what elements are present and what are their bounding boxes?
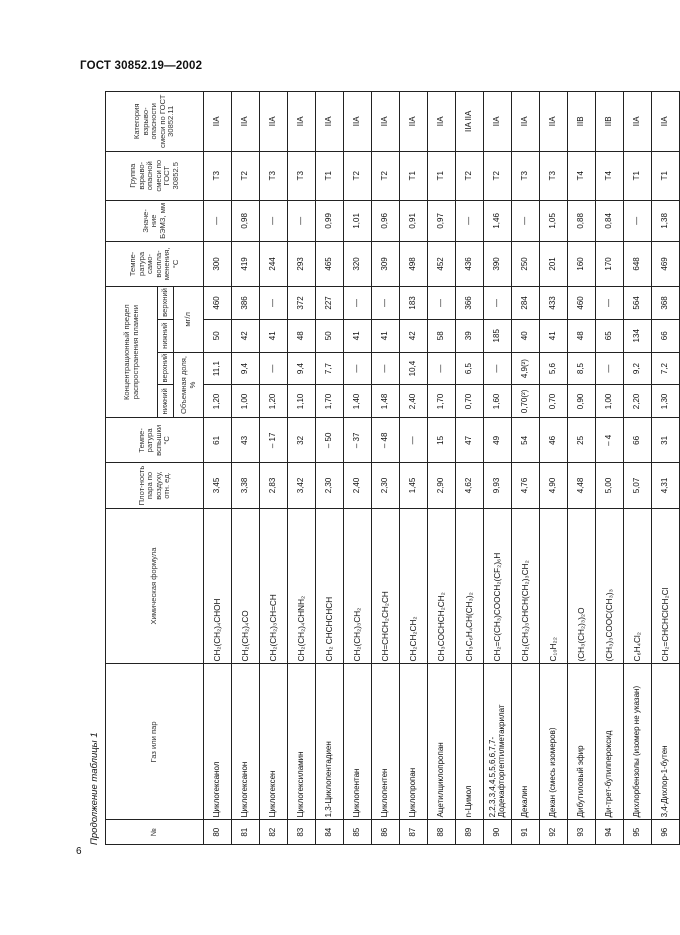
row-bemz-cell: 1,05	[540, 200, 568, 241]
row-category-cell: IIA	[288, 92, 316, 152]
row-autoign-cell: 201	[540, 241, 568, 286]
table-row	[652, 92, 680, 845]
row-category-cell: IIB	[568, 92, 596, 152]
row-vol-lower-cell: 0,90	[568, 385, 596, 418]
row-vol-upper-cell: —	[428, 352, 456, 385]
header-name: Газ или пар	[106, 664, 204, 820]
row-vol-lower-cell: 1,10	[288, 385, 316, 418]
row-formula-cell: CH₃C₆H₄CH(CH₃)₂	[456, 508, 484, 664]
table-row	[512, 92, 540, 845]
page-number: 6	[76, 846, 82, 857]
row-category-cell: IIA	[372, 92, 400, 152]
row-formula-cell: CH₂CH₂CH₂	[400, 508, 428, 664]
row-name-cell: 3,4-Дихлор-1-бутен	[652, 664, 680, 820]
row-formula-cell: C₆H₄Cl₂	[624, 508, 652, 664]
row-vol-lower-cell: 2,20	[624, 385, 652, 418]
row-tgroup-cell: Т1	[624, 151, 652, 200]
row-name-cell: Ацетилциклопропан	[428, 664, 456, 820]
row-vol-upper-cell: 11,1	[204, 352, 232, 385]
row-autoign-cell: 390	[484, 241, 512, 286]
row-category-cell: IIA	[316, 92, 344, 152]
row-vol-lower-cell: 1,20	[260, 385, 288, 418]
row-density-cell: 3,45	[204, 463, 232, 508]
header-autoign: Темпе-ратура само-воспла-менения, °С	[106, 241, 204, 286]
table-row	[484, 92, 512, 845]
row-mass-lower-cell: 50	[316, 319, 344, 352]
row-autoign-cell: 419	[232, 241, 260, 286]
row-vol-upper-cell: 9,4	[232, 352, 260, 385]
row-tgroup-cell: Т1	[428, 151, 456, 200]
header-vol-lower: нижний	[158, 385, 174, 418]
table-row	[344, 92, 372, 845]
row-bemz-cell: 0,91	[400, 200, 428, 241]
row-category-cell: IIA	[540, 92, 568, 152]
row-formula-cell: (CH₃)₃COOC(CH₃)₃	[596, 508, 624, 664]
row-category-cell: IIA	[260, 92, 288, 152]
row-tgroup-cell: Т2	[372, 151, 400, 200]
row-vol-upper-cell: —	[484, 352, 512, 385]
table-row	[596, 92, 624, 845]
row-formula-cell: (CH₃(CH₂)₃)₂O	[568, 508, 596, 664]
row-vol-lower-cell: 1,70	[316, 385, 344, 418]
row-vol-lower-cell: 1,48	[372, 385, 400, 418]
row-mass-upper-cell: 460	[204, 287, 232, 320]
row-bemz-cell: —	[512, 200, 540, 241]
row-category-cell: IIA	[624, 92, 652, 152]
row-name-cell: n-Цимол	[456, 664, 484, 820]
row-vol-lower-cell: 1,70	[428, 385, 456, 418]
row-autoign-cell: 436	[456, 241, 484, 286]
table-row	[400, 92, 428, 845]
row-mass-upper-cell: —	[428, 287, 456, 320]
row-density-cell: 2,90	[428, 463, 456, 508]
row-tgroup-cell: Т2	[232, 151, 260, 200]
row-num-cell: 92	[540, 820, 568, 845]
row-name-cell: Декалин	[512, 664, 540, 820]
row-autoign-cell: 300	[204, 241, 232, 286]
header-tgroup: Группа взрыво-опасной смеси по ГОСТ 30852.5	[106, 151, 204, 200]
row-bemz-cell: 0,97	[428, 200, 456, 241]
row-autoign-cell: 469	[652, 241, 680, 286]
row-name-cell: Циклопропан	[400, 664, 428, 820]
row-bemz-cell: —	[456, 200, 484, 241]
table-row	[288, 92, 316, 845]
row-mass-upper-cell: 366	[456, 287, 484, 320]
row-tgroup-cell: Т2	[484, 151, 512, 200]
row-autoign-cell: 452	[428, 241, 456, 286]
table-header	[106, 92, 204, 845]
table-row	[316, 92, 344, 845]
row-density-cell: 3,42	[288, 463, 316, 508]
table-continuation-caption: Продолжение таблицы 1	[89, 732, 100, 845]
header-mass-upper: верхний	[158, 287, 174, 320]
row-bemz-cell: 0,99	[316, 200, 344, 241]
row-density-cell: 9,93	[484, 463, 512, 508]
row-bemz-cell: 0,98	[232, 200, 260, 241]
row-density-cell: 1,45	[400, 463, 428, 508]
row-category-cell: IIA	[484, 92, 512, 152]
row-num-cell: 89	[456, 820, 484, 845]
row-num-cell: 85	[344, 820, 372, 845]
row-mass-lower-cell: 58	[428, 319, 456, 352]
row-vol-upper-cell: 8,5	[568, 352, 596, 385]
row-formula-cell: CH₂(CH₂)₄CO	[232, 508, 260, 664]
row-tgroup-cell: Т3	[204, 151, 232, 200]
row-vol-upper-cell: 5,6	[540, 352, 568, 385]
row-mass-upper-cell: 284	[512, 287, 540, 320]
row-density-cell: 5,07	[624, 463, 652, 508]
row-name-cell: 1,3-Циклопентадиен	[316, 664, 344, 820]
row-density-cell: 4,76	[512, 463, 540, 508]
row-vol-upper-cell: —	[596, 352, 624, 385]
row-num-cell: 83	[288, 820, 316, 845]
row-mass-lower-cell: 42	[400, 319, 428, 352]
row-autoign-cell: 648	[624, 241, 652, 286]
row-vol-upper-cell: 10,4	[400, 352, 428, 385]
row-flash-cell: 31	[652, 418, 680, 463]
row-name-cell: Циклогексанол	[204, 664, 232, 820]
row-name-cell: Циклогексиламин	[288, 664, 316, 820]
row-formula-cell: C₁₀H₂₂	[540, 508, 568, 664]
row-bemz-cell: —	[624, 200, 652, 241]
row-autoign-cell: 465	[316, 241, 344, 286]
table-row	[624, 92, 652, 845]
row-mass-lower-cell: 50	[204, 319, 232, 352]
table-row	[540, 92, 568, 845]
table-row	[456, 92, 484, 845]
row-tgroup-cell: Т4	[568, 151, 596, 200]
row-mass-upper-cell: 386	[232, 287, 260, 320]
row-autoign-cell: 170	[596, 241, 624, 286]
row-name-cell: Циклопентен	[372, 664, 400, 820]
row-density-cell: 2,83	[260, 463, 288, 508]
row-category-cell: IIA	[232, 92, 260, 152]
row-num-cell: 81	[232, 820, 260, 845]
row-flash-cell: 15	[428, 418, 456, 463]
gas-properties-table	[105, 91, 680, 845]
row-name-cell: Дихлорбензолы (изомер не указан)	[624, 664, 652, 820]
row-flash-cell: – 4	[596, 418, 624, 463]
row-mass-upper-cell: —	[260, 287, 288, 320]
row-mass-upper-cell: 372	[288, 287, 316, 320]
row-flash-cell: 46	[540, 418, 568, 463]
row-mass-upper-cell: —	[372, 287, 400, 320]
row-mass-lower-cell: 42	[232, 319, 260, 352]
row-autoign-cell: 309	[372, 241, 400, 286]
row-mass-lower-cell: 39	[456, 319, 484, 352]
row-vol-lower-cell: 0,70(²)	[512, 385, 540, 418]
row-mass-lower-cell: 41	[372, 319, 400, 352]
row-vol-upper-cell: 7,7	[316, 352, 344, 385]
row-category-cell: IIA	[428, 92, 456, 152]
row-tgroup-cell: Т3	[288, 151, 316, 200]
row-density-cell: 3,38	[232, 463, 260, 508]
row-num-cell: 94	[596, 820, 624, 845]
row-vol-upper-cell: 7,2	[652, 352, 680, 385]
header-density: Плот-ность пара по воздуху, отн. ед.	[106, 463, 204, 508]
row-formula-cell: CH₂(CH₂)₄CHOH	[204, 508, 232, 664]
table-row	[428, 92, 456, 845]
row-vol-lower-cell: 1,30	[652, 385, 680, 418]
row-autoign-cell: 320	[344, 241, 372, 286]
row-mass-upper-cell: 227	[316, 287, 344, 320]
row-name-cell: Декан (смесь изомеров)	[540, 664, 568, 820]
row-density-cell: 4,31	[652, 463, 680, 508]
row-bemz-cell: —	[260, 200, 288, 241]
row-vol-lower-cell: 0,70	[540, 385, 568, 418]
row-vol-upper-cell: —	[260, 352, 288, 385]
row-formula-cell: CH₂(CH₂)₃CHCH(CH₂)₃CH₂	[512, 508, 540, 664]
header-mass-lower: нижний	[158, 319, 174, 352]
row-vol-upper-cell: 4,9(²)	[512, 352, 540, 385]
row-flash-cell: 32	[288, 418, 316, 463]
row-flash-cell: – 17	[260, 418, 288, 463]
row-tgroup-cell: Т1	[316, 151, 344, 200]
row-num-cell: 86	[372, 820, 400, 845]
row-formula-cell: CH₂=C(CH₃)COOCH₂(CF₂)₆H	[484, 508, 512, 664]
row-mass-lower-cell: 48	[288, 319, 316, 352]
row-formula-cell: CH₂(CH₂)₃CH=CH	[260, 508, 288, 664]
row-mass-upper-cell: 460	[568, 287, 596, 320]
row-num-cell: 90	[484, 820, 512, 845]
row-bemz-cell: 0,88	[568, 200, 596, 241]
row-tgroup-cell: Т3	[260, 151, 288, 200]
row-flash-cell: 49	[484, 418, 512, 463]
header-mass-units: мг/л	[174, 287, 204, 353]
row-num-cell: 87	[400, 820, 428, 845]
row-tgroup-cell: Т1	[652, 151, 680, 200]
row-name-cell: Циклогексанон	[232, 664, 260, 820]
row-bemz-cell: 0,96	[372, 200, 400, 241]
row-vol-lower-cell: 2,40	[400, 385, 428, 418]
row-vol-upper-cell: 9,2	[624, 352, 652, 385]
row-formula-cell: CH₂(CH₂)₃CH₂	[344, 508, 372, 664]
row-flash-cell: 25	[568, 418, 596, 463]
row-autoign-cell: 498	[400, 241, 428, 286]
row-mass-lower-cell: 185	[484, 319, 512, 352]
row-vol-lower-cell: 1,00	[232, 385, 260, 418]
row-tgroup-cell: Т2	[344, 151, 372, 200]
row-vol-lower-cell: 1,00	[596, 385, 624, 418]
row-mass-lower-cell: 40	[512, 319, 540, 352]
row-category-cell: IIA	[344, 92, 372, 152]
row-density-cell: 2,30	[372, 463, 400, 508]
row-flash-cell: – 48	[372, 418, 400, 463]
row-density-cell: 2,40	[344, 463, 372, 508]
row-tgroup-cell: Т4	[596, 151, 624, 200]
row-category-cell: IIA	[512, 92, 540, 152]
row-mass-lower-cell: 134	[624, 319, 652, 352]
row-mass-lower-cell: 41	[344, 319, 372, 352]
row-tgroup-cell: Т2	[456, 151, 484, 200]
header-num: №	[106, 820, 204, 845]
row-flash-cell: – 50	[316, 418, 344, 463]
row-formula-cell: CH₂ CHCHCHCH	[316, 508, 344, 664]
row-num-cell: 84	[316, 820, 344, 845]
table-row	[232, 92, 260, 845]
header-bemz: Значе-ние БЭМЗ, мм	[106, 200, 204, 241]
header-flash: Темпе-ратура вспышки °С	[106, 418, 204, 463]
row-num-cell: 93	[568, 820, 596, 845]
row-category-cell: IIA	[204, 92, 232, 152]
row-flash-cell: 47	[456, 418, 484, 463]
row-vol-upper-cell: —	[372, 352, 400, 385]
row-formula-cell: CH₂(CH₂)₄CHNH₂	[288, 508, 316, 664]
row-name-cell: 2,2,3,3,4,4,5,5,6,6,7,7-Додекафторгептилметакрилат	[484, 664, 512, 820]
row-bemz-cell: 1,01	[344, 200, 372, 241]
table-row	[260, 92, 288, 845]
row-category-cell: IIB	[596, 92, 624, 152]
row-num-cell: 80	[204, 820, 232, 845]
header-concentration: Концентрационный предел распространения пламени	[106, 287, 158, 418]
row-vol-lower-cell: 1,40	[344, 385, 372, 418]
row-mass-lower-cell: 65	[596, 319, 624, 352]
page-title: ГОСТ 30852.19—2002	[80, 60, 203, 72]
row-flash-cell: 61	[204, 418, 232, 463]
row-vol-lower-cell: 1,60	[484, 385, 512, 418]
row-flash-cell: 66	[624, 418, 652, 463]
row-density-cell: 4,48	[568, 463, 596, 508]
row-mass-upper-cell: —	[596, 287, 624, 320]
row-density-cell: 4,90	[540, 463, 568, 508]
row-formula-cell: CH₃COCHCH₂CH₂	[428, 508, 456, 664]
row-mass-upper-cell: 368	[652, 287, 680, 320]
row-mass-lower-cell: 48	[568, 319, 596, 352]
row-vol-lower-cell: 1,20	[204, 385, 232, 418]
row-vol-upper-cell: 9,4	[288, 352, 316, 385]
row-formula-cell: CH₂=CHCHClCH₂Cl	[652, 508, 680, 664]
row-mass-upper-cell: —	[344, 287, 372, 320]
rotated-table-block	[89, 91, 670, 845]
row-bemz-cell: 1,38	[652, 200, 680, 241]
row-bemz-cell: 0,84	[596, 200, 624, 241]
row-num-cell: 95	[624, 820, 652, 845]
row-name-cell: Дибутиловый эфир	[568, 664, 596, 820]
row-mass-upper-cell: 183	[400, 287, 428, 320]
row-bemz-cell: —	[204, 200, 232, 241]
header-vol-units: Объемная доля, %	[174, 352, 204, 418]
table-row	[204, 92, 232, 845]
row-density-cell: 4,62	[456, 463, 484, 508]
row-tgroup-cell: Т3	[512, 151, 540, 200]
row-num-cell: 82	[260, 820, 288, 845]
row-mass-upper-cell: 433	[540, 287, 568, 320]
row-category-cell: IIA IIA	[456, 92, 484, 152]
row-num-cell: 91	[512, 820, 540, 845]
table-body	[204, 92, 680, 845]
row-autoign-cell: 293	[288, 241, 316, 286]
row-name-cell: Циклогексен	[260, 664, 288, 820]
row-flash-cell: – 37	[344, 418, 372, 463]
row-num-cell: 88	[428, 820, 456, 845]
row-bemz-cell: —	[288, 200, 316, 241]
row-category-cell: IIA	[652, 92, 680, 152]
row-bemz-cell: 1,46	[484, 200, 512, 241]
header-vol-upper: верхний	[158, 352, 174, 385]
row-autoign-cell: 250	[512, 241, 540, 286]
row-density-cell: 2,30	[316, 463, 344, 508]
row-name-cell: Циклопентан	[344, 664, 372, 820]
row-mass-lower-cell: 41	[260, 319, 288, 352]
row-flash-cell: 43	[232, 418, 260, 463]
row-mass-upper-cell: 564	[624, 287, 652, 320]
row-tgroup-cell: Т3	[540, 151, 568, 200]
row-name-cell: Ди-трет-бутилпероксид	[596, 664, 624, 820]
row-mass-upper-cell: —	[484, 287, 512, 320]
row-tgroup-cell: Т1	[400, 151, 428, 200]
row-vol-lower-cell: 0,70	[456, 385, 484, 418]
row-vol-upper-cell: 6,5	[456, 352, 484, 385]
row-autoign-cell: 160	[568, 241, 596, 286]
table-row	[372, 92, 400, 845]
row-density-cell: 5,00	[596, 463, 624, 508]
row-mass-lower-cell: 66	[652, 319, 680, 352]
table-row	[568, 92, 596, 845]
row-num-cell: 96	[652, 820, 680, 845]
header-formula: Химическая формула	[106, 508, 204, 664]
row-vol-upper-cell: —	[344, 352, 372, 385]
row-autoign-cell: 244	[260, 241, 288, 286]
row-formula-cell: CH=CHCH₂CH₂CH	[372, 508, 400, 664]
header-category: Категория взрыво-опасности смеси по ГОСТ 30852.11	[106, 92, 204, 152]
row-mass-lower-cell: 41	[540, 319, 568, 352]
row-flash-cell: 54	[512, 418, 540, 463]
row-flash-cell: —	[400, 418, 428, 463]
row-category-cell: IIA	[400, 92, 428, 152]
